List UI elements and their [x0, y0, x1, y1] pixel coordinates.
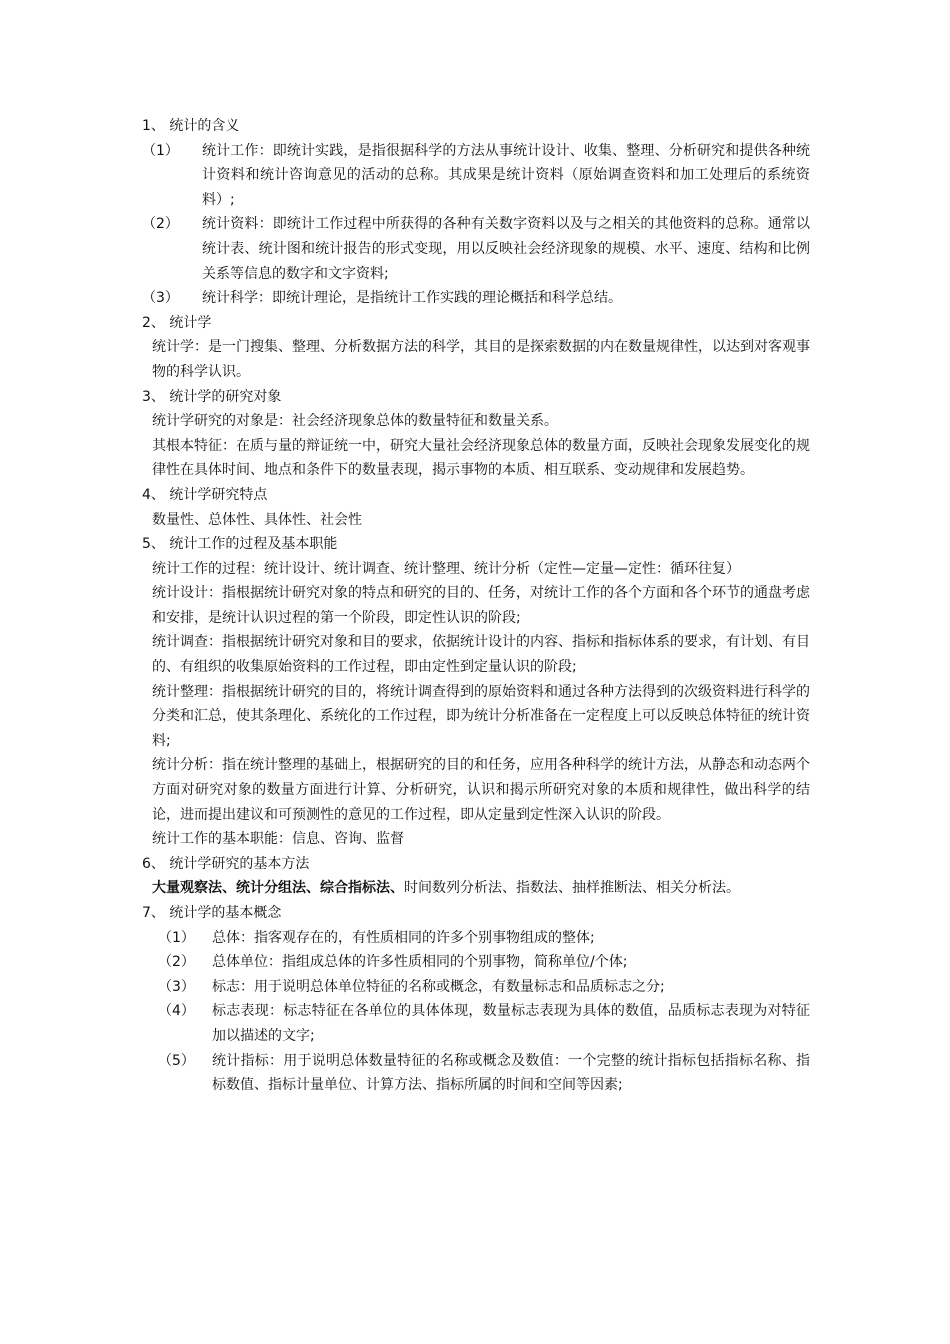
item-text: 统计工作：即统计实践，是指很据科学的方法从事统计设计、收集、整理、分析研究和提供各种统计资料和统计咨询意见的活动的总称。其成果是统计资料（原始调查资料和加工处理后的系统资料）;	[202, 142, 810, 208]
section-4-heading: 4、 统计学研究特点	[142, 486, 268, 503]
section-7-item-4	[142, 999, 810, 1048]
section-7-heading: 7、 统计学的基本概念	[142, 905, 282, 921]
section-7-item-3	[142, 975, 810, 1000]
item-text: 总体：指客观存在的，有性质相同的许多个别事物组成的整体;	[212, 929, 595, 946]
bold-methods: 大量观察法、统计分组法、综合指标法、	[152, 880, 404, 897]
item-number: （3）	[142, 290, 179, 307]
section-7-item-5	[142, 1049, 810, 1098]
section-5-paragraph-2: 统计设计：指根据统计研究对象的特点和研究的目的、任务，对统计工作的各个方面和各个环节的通盘考虑和安排，是统计认识过程的第一个阶段，即定性认识的阶段;	[152, 585, 810, 626]
section-5-paragraph-5: 统计分析：指在统计整理的基础上，根据研究的目的和任务，应用各种科学的统计方法，从静态和动态两个方面对研究对象的数量方面进行计算、分析研究，认识和揭示所研究对象的本质和规律性，做出科学的结论，进而提出建议和可预测性的意见的工作过程，即从定量到定性深入认识的阶段。	[152, 757, 810, 823]
item-text: 统计指标：用于说明总体数量特征的名称或概念及数值：一个完整的统计指标包括指标名称、指标数值、指标计量单位、计算方法、指标所属的时间和空间等因素;	[212, 1052, 810, 1094]
item-text: 标志表现：标志特征在各单位的具体体现，数量标志表现为具体的数值，品质标志表现为对特征加以描述的文字;	[212, 1003, 810, 1044]
section-2-paragraph: 统计学：是一门搜集、整理、分析数据方法的科学，其目的是探索数据的内在数量规律性，以达到对客观事物的科学认识。	[152, 339, 810, 380]
item-number: （2）	[142, 216, 179, 233]
section-5-heading: 5、 统计工作的过程及基本职能	[142, 536, 338, 553]
item-number: （5）	[158, 1052, 195, 1069]
item-text: 统计资料：即统计工作过程中所获得的各种有关数字资料以及与之相关的其他资料的总称。通常以统计表、统计图和统计报告的形式变现，用以反映社会经济现象的规模、水平、速度、结构和比例关系等信息的数字和文字资料;	[202, 216, 810, 282]
item-number: （4）	[158, 1003, 195, 1020]
item-text: 统计科学：即统计理论，是指统计工作实践的理论概括和科学总结。	[202, 290, 622, 307]
section-5-paragraph-4: 统计整理：指根据统计研究的目的，将统计调查得到的原始资料和通过各种方法得到的次级资料进行科学的分类和汇总，使其条理化、系统化的工作过程，即为统计分析准备在一定程度上可以反映总体特征的统计资料;	[152, 683, 810, 749]
section-7-item-1	[142, 926, 810, 951]
section-3-paragraph-1: 统计学研究的对象是：社会经济现象总体的数量特征和数量关系。	[152, 413, 558, 430]
section-7-item-2	[142, 950, 810, 975]
item-text: 总体单位：指组成总体的许多性质相同的个别事物，简称单位/个体;	[212, 954, 628, 971]
section-5-paragraph-3: 统计调查：指根据统计研究对象和目的要求，依据统计设计的内容、指标和指标体系的要求，有计划、有目的、有组织的收集原始资料的工作过程，即由定性到定量认识的阶段;	[152, 634, 810, 676]
section-1-heading: 1、 统计的含义	[142, 118, 240, 134]
item-text: 标志：用于说明总体单位特征的名称或概念，有数量标志和品质标志之分;	[212, 978, 665, 995]
section-6-paragraph	[142, 876, 810, 901]
section-5-paragraph-6: 统计工作的基本职能：信息、咨询、监督	[152, 831, 404, 848]
item-number: （1）	[142, 142, 179, 159]
section-1-item-1	[142, 139, 810, 213]
section-2-heading: 2、 统计学	[142, 314, 212, 331]
section-4-paragraph: 数量性、总体性、具体性、社会性	[152, 511, 362, 528]
item-number: （2）	[158, 954, 195, 971]
section-1-item-2	[142, 212, 810, 286]
section-6-heading: 6、 统计学研究的基本方法	[142, 855, 310, 872]
section-1-item-3	[142, 286, 810, 311]
item-number: （1）	[158, 929, 195, 946]
other-methods: 时间数列分析法、指数法、抽样推断法、相关分析法。	[404, 880, 740, 897]
document-page	[142, 114, 810, 1098]
item-number: （3）	[158, 978, 195, 995]
section-5-paragraph-1: 统计工作的过程：统计设计、统计调查、统计整理、统计分析（定性—定量—定性：循环往复）	[152, 560, 740, 577]
section-3-heading: 3、 统计学的研究对象	[142, 388, 282, 405]
section-3-paragraph-2: 其根本特征：在质与量的辩证统一中，研究大量社会经济现象总体的数量方面，反映社会现象发展变化的规律性在具体时间、地点和条件下的数量表现，揭示事物的本质、相互联系、变动规律和发展趋势。	[152, 437, 810, 479]
